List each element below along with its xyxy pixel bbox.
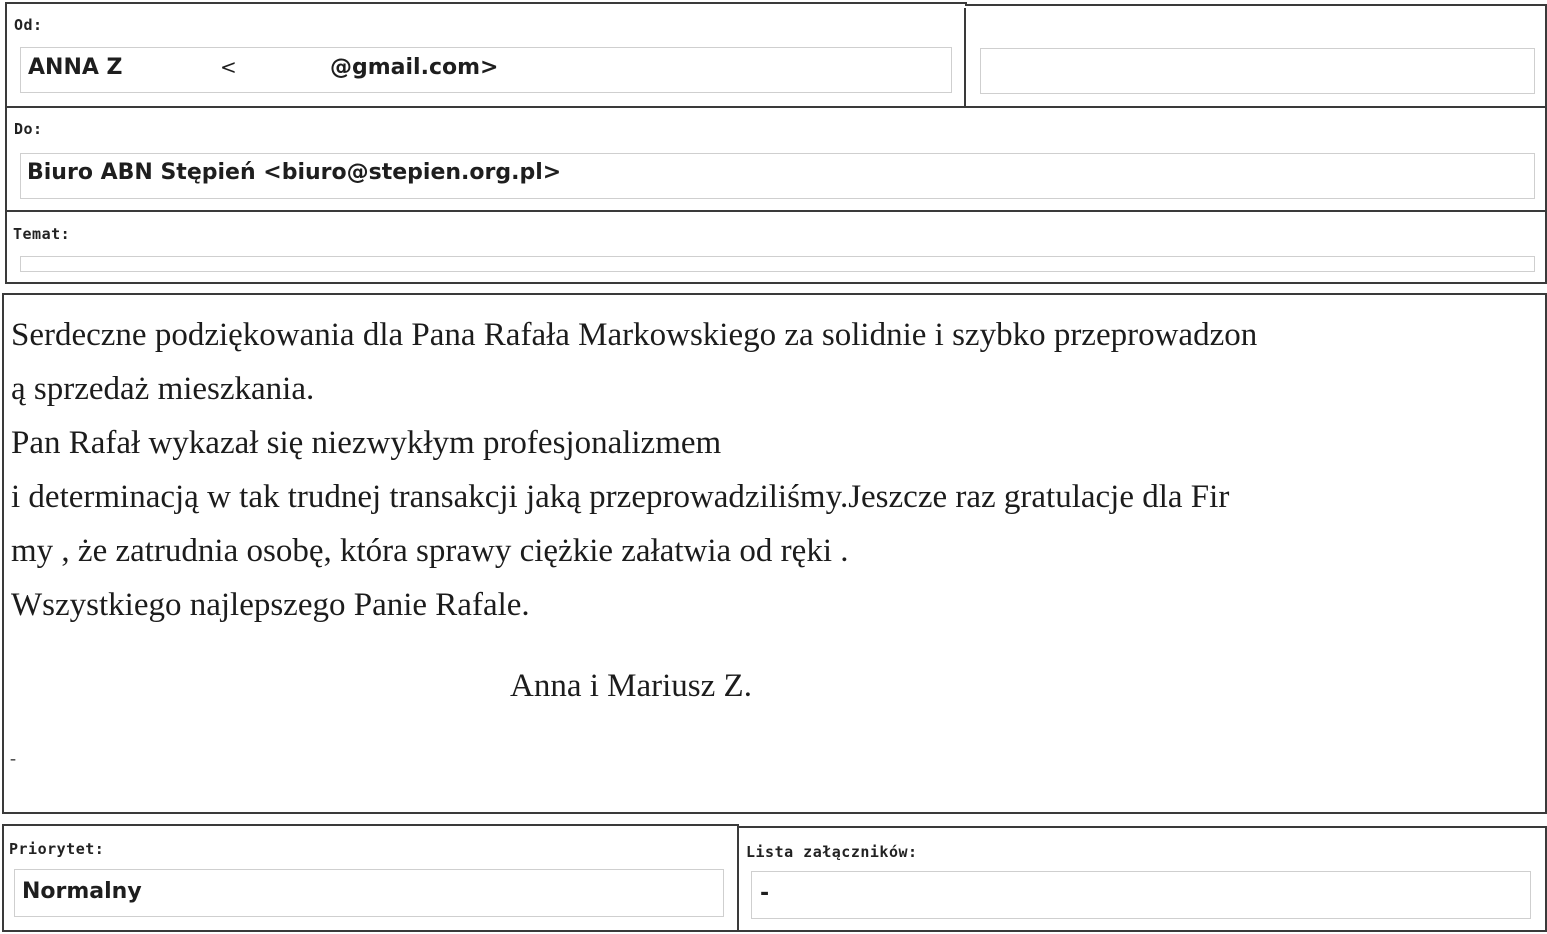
message-line: Pan Rafał wykazał się niezwykłym profesjonalizmem xyxy=(11,425,722,461)
message-text xyxy=(11,308,1541,632)
subject-label: Temat: xyxy=(13,225,71,243)
attachments-value: - xyxy=(760,881,770,906)
attachments-field[interactable] xyxy=(751,871,1531,919)
attachments-label: Lista załączników: xyxy=(746,843,918,861)
message-line: Wszystkiego najlepszego Panie Rafale. xyxy=(11,587,530,623)
message-signature: Anna i Mariusz Z. xyxy=(510,668,752,704)
priority-value: Normalny xyxy=(22,879,142,904)
from-name: ANNA Z xyxy=(28,55,123,80)
subject-section xyxy=(5,210,1547,284)
message-line: ą sprzedaż mieszkania. xyxy=(11,371,315,407)
message-line: Serdeczne podziękowania dla Pana Rafała Markowskiego za solidnie i szybko przeprowadzon xyxy=(11,317,1258,353)
from-bracket: < xyxy=(220,55,237,79)
to-value: Biuro ABN Stępień <biuro@stepien.org.pl> xyxy=(27,160,562,185)
message-line: i determinacją w tak trudnej transakcji jaką przeprowadziliśmy.Jeszcze raz gratulacje dla Fir xyxy=(11,479,1230,515)
priority-label: Priorytet: xyxy=(9,840,105,858)
message-trailing-mark: - xyxy=(10,748,16,768)
message-line: my , że zatrudnia osobę, która sprawy ciężkie załatwia od ręki . xyxy=(11,533,849,569)
to-label: Do: xyxy=(14,120,43,138)
from-label: Od: xyxy=(14,16,43,34)
from-aside-field xyxy=(980,48,1535,94)
from-divider xyxy=(964,8,966,106)
from-email: @gmail.com> xyxy=(330,55,499,80)
subject-field[interactable] xyxy=(20,256,1535,272)
